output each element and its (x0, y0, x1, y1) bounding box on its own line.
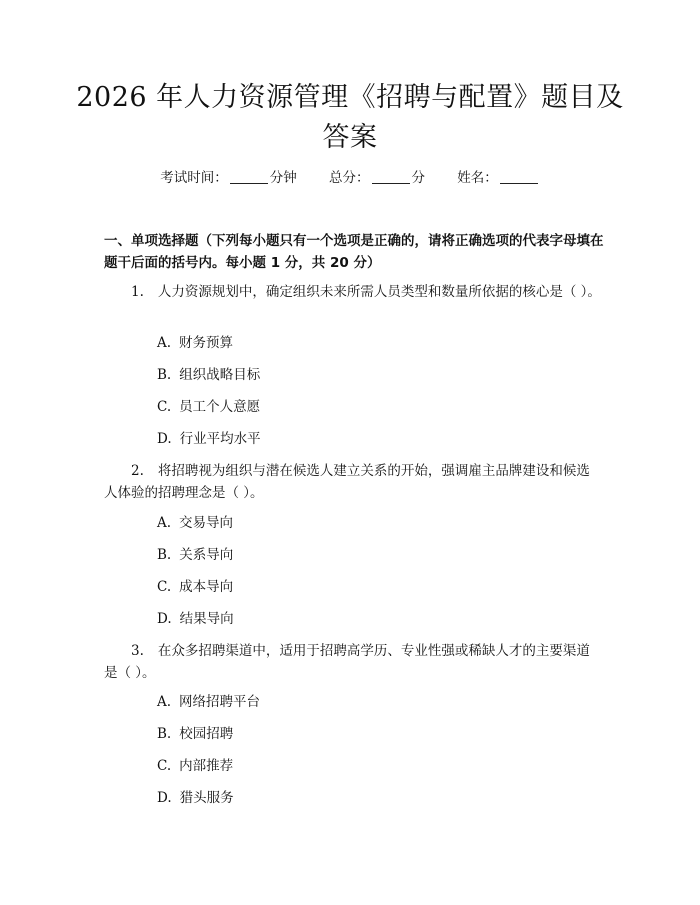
option-letter: C. (157, 758, 172, 774)
total-score-field (329, 170, 425, 186)
total-score-blank (372, 169, 410, 184)
option-letter: A. (157, 694, 172, 710)
name-label: 姓名： (457, 170, 498, 186)
question-3-option-c (157, 756, 233, 776)
question-number: 1. (131, 284, 144, 300)
option-letter: C. (157, 399, 172, 415)
question-3 (104, 640, 601, 684)
option-text: 行业平均水平 (179, 431, 261, 447)
option-letter: B. (157, 726, 172, 742)
question-text: 人力资源规划中，确定组织未来所需人员类型和数量所依据的核心是（ ）。 (157, 284, 601, 300)
option-letter: D. (157, 611, 172, 627)
question-2-option-b (157, 545, 233, 565)
option-text: 员工个人意愿 (179, 399, 261, 415)
title-line-1: 2026 年人力资源管理《招聘与配置》题目及 (76, 82, 624, 113)
question-3-option-b (157, 724, 233, 744)
question-1-option-a (157, 333, 233, 353)
exam-time-blank (230, 169, 268, 184)
question-2-option-d (157, 609, 234, 629)
option-letter: B. (157, 367, 172, 383)
section-heading-single-choice: 一、单项选择题（下列每小题只有一个选项是正确的，请将正确选项的代表字母填在题干后面的括号内。每小题 1 分，共 20 分） (104, 233, 604, 271)
option-text: 猎头服务 (179, 790, 234, 806)
option-text: 网络招聘平台 (179, 694, 261, 710)
name-field (457, 170, 540, 186)
question-2-option-c (157, 577, 233, 597)
question-text: 将招聘视为组织与潜在候选人建立关系的开始，强调雇主品牌建设和候选人体验的招聘理念是（ ）。 (104, 463, 590, 501)
option-letter: A. (157, 515, 172, 531)
option-text: 成本导向 (179, 579, 234, 595)
question-number: 2. (131, 463, 144, 479)
question-1 (104, 281, 601, 303)
exam-time-unit: 分钟 (269, 170, 297, 186)
question-text: 在众多招聘渠道中，适用于招聘高学历、专业性强或稀缺人才的主要渠道是（ ）。 (104, 643, 590, 681)
option-text: 校园招聘 (179, 726, 234, 742)
exam-time-field (160, 170, 297, 186)
option-letter: D. (157, 431, 172, 447)
question-number: 3. (131, 643, 144, 659)
option-text: 财务预算 (179, 335, 234, 351)
exam-info-row (0, 168, 700, 188)
question-1-option-b (157, 365, 260, 385)
option-text: 关系导向 (179, 547, 234, 563)
exam-time-label: 考试时间： (160, 170, 228, 186)
name-blank (500, 169, 538, 184)
option-letter: B. (157, 547, 172, 563)
option-text: 交易导向 (179, 515, 234, 531)
total-score-label: 总分： (329, 170, 370, 186)
option-letter: D. (157, 790, 172, 806)
option-letter: C. (157, 579, 172, 595)
document-title (60, 78, 640, 158)
question-1-option-d (157, 429, 261, 449)
question-2 (104, 460, 601, 504)
option-text: 组织战略目标 (179, 367, 261, 383)
title-line-2: 答案 (322, 122, 378, 153)
question-3-option-d (157, 788, 234, 808)
option-text: 结果导向 (179, 611, 234, 627)
option-text: 内部推荐 (179, 758, 234, 774)
question-2-option-a (157, 513, 233, 533)
option-letter: A. (157, 335, 172, 351)
question-3-option-a (157, 692, 260, 712)
question-1-option-c (157, 397, 260, 417)
total-score-unit: 分 (411, 170, 425, 186)
